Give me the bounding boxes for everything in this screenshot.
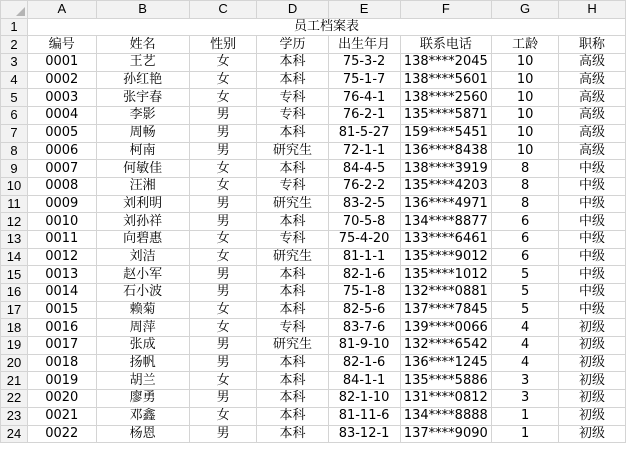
data-cell[interactable]: 张成 <box>96 337 189 355</box>
row-header[interactable]: 21 <box>1 372 28 390</box>
row-header[interactable]: 23 <box>1 407 28 425</box>
table-row <box>1 213 626 231</box>
data-cell[interactable]: 赵小军 <box>96 266 189 284</box>
data-cell[interactable]: 83-7-6 <box>328 319 400 337</box>
data-cell[interactable]: 张宇春 <box>96 89 189 107</box>
data-cell[interactable]: 研究生 <box>257 248 328 266</box>
data-cell[interactable]: 初级 <box>559 407 626 425</box>
table-row <box>1 284 626 302</box>
table-row <box>1 71 626 89</box>
data-cell[interactable]: 廖勇 <box>96 390 189 408</box>
data-cell[interactable]: 136****1245 <box>400 354 492 372</box>
data-cell[interactable]: 81-11-6 <box>328 407 400 425</box>
data-cell[interactable]: 133****6461 <box>400 230 492 248</box>
data-cell[interactable]: 本科 <box>257 354 328 372</box>
data-cell[interactable]: 初级 <box>559 425 626 443</box>
data-cell[interactable]: 本科 <box>257 160 328 178</box>
data-cell[interactable]: 专科 <box>257 319 328 337</box>
data-cell[interactable]: 137****9090 <box>400 425 492 443</box>
data-cell[interactable]: 高级 <box>559 71 626 89</box>
table-row <box>1 354 626 372</box>
data-cell[interactable]: 李影 <box>96 107 189 125</box>
data-cell[interactable]: 0015 <box>27 301 96 319</box>
row-header[interactable]: 4 <box>1 71 28 89</box>
data-cell[interactable]: 82-1-6 <box>328 266 400 284</box>
table-row <box>1 248 626 266</box>
row-header[interactable]: 19 <box>1 337 28 355</box>
data-cell[interactable]: 专科 <box>257 230 328 248</box>
data-cell[interactable]: 5 <box>492 266 559 284</box>
data-cell[interactable]: 1 <box>492 425 559 443</box>
table-row <box>1 89 626 107</box>
data-cell[interactable]: 0008 <box>27 177 96 195</box>
data-cell[interactable]: 10 <box>492 54 559 72</box>
data-cell[interactable]: 75-1-8 <box>328 284 400 302</box>
data-cell[interactable]: 138****5601 <box>400 71 492 89</box>
column-header-d[interactable]: D <box>257 1 328 19</box>
data-cell[interactable]: 本科 <box>257 407 328 425</box>
table-row <box>1 407 626 425</box>
column-header-a[interactable]: A <box>27 1 96 19</box>
table-row <box>1 425 626 443</box>
row-header[interactable]: 18 <box>1 319 28 337</box>
header-cell[interactable]: 工龄 <box>492 36 559 54</box>
data-cell[interactable]: 女 <box>189 301 257 319</box>
data-cell[interactable]: 136****4971 <box>400 195 492 213</box>
data-cell[interactable]: 高级 <box>559 107 626 125</box>
data-cell[interactable]: 专科 <box>257 89 328 107</box>
data-cell[interactable]: 本科 <box>257 266 328 284</box>
data-cell[interactable]: 初级 <box>559 372 626 390</box>
data-cell[interactable]: 女 <box>189 248 257 266</box>
data-cell[interactable]: 本科 <box>257 372 328 390</box>
column-header-c[interactable]: C <box>189 1 257 19</box>
data-cell[interactable]: 3 <box>492 372 559 390</box>
data-cell[interactable]: 刘孙祥 <box>96 213 189 231</box>
data-cell[interactable]: 周萍 <box>96 319 189 337</box>
table-row <box>1 230 626 248</box>
data-cell[interactable]: 8 <box>492 195 559 213</box>
row-header[interactable]: 20 <box>1 354 28 372</box>
data-cell[interactable]: 135****4203 <box>400 177 492 195</box>
column-header-e[interactable]: E <box>328 1 400 19</box>
row-header[interactable]: 22 <box>1 390 28 408</box>
row-header[interactable]: 10 <box>1 177 28 195</box>
data-cell[interactable]: 134****8877 <box>400 213 492 231</box>
table-row <box>1 372 626 390</box>
data-cell[interactable]: 柯南 <box>96 142 189 160</box>
data-cell[interactable]: 本科 <box>257 425 328 443</box>
data-cell[interactable]: 135****5871 <box>400 107 492 125</box>
data-cell[interactable]: 135****1012 <box>400 266 492 284</box>
data-cell[interactable]: 本科 <box>257 54 328 72</box>
data-cell[interactable]: 高级 <box>559 89 626 107</box>
data-cell[interactable]: 0005 <box>27 124 96 142</box>
data-cell[interactable]: 男 <box>189 337 257 355</box>
data-cell[interactable]: 周畅 <box>96 124 189 142</box>
table-row <box>1 54 626 72</box>
data-cell[interactable]: 6 <box>492 230 559 248</box>
row-header[interactable]: 9 <box>1 160 28 178</box>
data-cell[interactable]: 初级 <box>559 319 626 337</box>
data-cell[interactable]: 赖菊 <box>96 301 189 319</box>
data-cell[interactable]: 3 <box>492 390 559 408</box>
data-cell[interactable]: 10 <box>492 124 559 142</box>
data-cell[interactable]: 138****2045 <box>400 54 492 72</box>
data-cell[interactable]: 4 <box>492 354 559 372</box>
data-cell[interactable]: 中级 <box>559 160 626 178</box>
data-cell[interactable]: 82-1-10 <box>328 390 400 408</box>
data-cell[interactable]: 中级 <box>559 195 626 213</box>
data-cell[interactable]: 本科 <box>257 301 328 319</box>
data-cell[interactable]: 6 <box>492 248 559 266</box>
data-cell[interactable]: 135****9012 <box>400 248 492 266</box>
data-cell[interactable]: 75-3-2 <box>328 54 400 72</box>
data-cell[interactable]: 男 <box>189 195 257 213</box>
data-cell[interactable]: 8 <box>492 160 559 178</box>
data-cell[interactable]: 何敏佳 <box>96 160 189 178</box>
data-cell[interactable]: 高级 <box>559 124 626 142</box>
row-header[interactable]: 11 <box>1 195 28 213</box>
data-cell[interactable]: 10 <box>492 142 559 160</box>
data-cell[interactable]: 0016 <box>27 319 96 337</box>
data-cell[interactable]: 10 <box>492 71 559 89</box>
data-cell[interactable]: 139****0066 <box>400 319 492 337</box>
data-cell[interactable]: 136****8438 <box>400 142 492 160</box>
data-cell[interactable]: 0001 <box>27 54 96 72</box>
header-cell[interactable]: 学历 <box>257 36 328 54</box>
column-header-g[interactable]: G <box>492 1 559 19</box>
data-cell[interactable]: 0013 <box>27 266 96 284</box>
table-row <box>1 177 626 195</box>
title-row <box>1 18 626 36</box>
data-cell[interactable]: 0012 <box>27 248 96 266</box>
data-cell[interactable]: 男 <box>189 390 257 408</box>
data-cell[interactable]: 孙红艳 <box>96 71 189 89</box>
data-cell[interactable]: 汪湘 <box>96 177 189 195</box>
data-cell[interactable]: 研究生 <box>257 142 328 160</box>
row-header[interactable]: 13 <box>1 230 28 248</box>
data-cell[interactable]: 4 <box>492 319 559 337</box>
row-header[interactable]: 12 <box>1 213 28 231</box>
data-cell[interactable]: 76-4-1 <box>328 89 400 107</box>
sheet-title-cell[interactable]: 员工档案表 <box>27 18 625 36</box>
row-header[interactable]: 6 <box>1 107 28 125</box>
data-cell[interactable]: 男 <box>189 284 257 302</box>
data-cell[interactable]: 邓鑫 <box>96 407 189 425</box>
data-cell[interactable]: 高级 <box>559 142 626 160</box>
data-cell[interactable]: 81-5-27 <box>328 124 400 142</box>
row-header[interactable]: 5 <box>1 89 28 107</box>
data-cell[interactable]: 0017 <box>27 337 96 355</box>
table-row <box>1 195 626 213</box>
data-cell[interactable]: 81-9-10 <box>328 337 400 355</box>
data-cell[interactable]: 中级 <box>559 284 626 302</box>
table-row <box>1 301 626 319</box>
data-cell[interactable]: 女 <box>189 71 257 89</box>
data-cell[interactable]: 0010 <box>27 213 96 231</box>
data-cell[interactable]: 84-4-5 <box>328 160 400 178</box>
data-cell[interactable]: 女 <box>189 160 257 178</box>
data-cell[interactable]: 本科 <box>257 390 328 408</box>
data-cell[interactable]: 10 <box>492 89 559 107</box>
data-cell[interactable]: 研究生 <box>257 195 328 213</box>
data-cell[interactable]: 0003 <box>27 89 96 107</box>
data-cell[interactable]: 女 <box>189 372 257 390</box>
data-cell[interactable]: 胡兰 <box>96 372 189 390</box>
data-cell[interactable]: 中级 <box>559 248 626 266</box>
row-header[interactable]: 8 <box>1 142 28 160</box>
data-cell[interactable]: 本科 <box>257 71 328 89</box>
data-cell[interactable]: 0007 <box>27 160 96 178</box>
row-header[interactable]: 17 <box>1 301 28 319</box>
data-cell[interactable]: 女 <box>189 319 257 337</box>
table-row <box>1 337 626 355</box>
data-cell[interactable]: 石小波 <box>96 284 189 302</box>
row-header[interactable]: 7 <box>1 124 28 142</box>
data-cell[interactable]: 杨恩 <box>96 425 189 443</box>
sheet-body <box>1 18 626 443</box>
table-row <box>1 107 626 125</box>
row-header[interactable]: 14 <box>1 248 28 266</box>
header-cell[interactable]: 性别 <box>189 36 257 54</box>
data-cell[interactable]: 0002 <box>27 71 96 89</box>
table-row <box>1 160 626 178</box>
data-cell[interactable]: 5 <box>492 284 559 302</box>
data-cell[interactable]: 10 <box>492 107 559 125</box>
table-row <box>1 319 626 337</box>
data-cell[interactable]: 81-1-1 <box>328 248 400 266</box>
data-cell[interactable]: 中级 <box>559 301 626 319</box>
row-header[interactable]: 1 <box>1 18 28 36</box>
column-header-b[interactable]: B <box>96 1 189 19</box>
data-cell[interactable]: 131****0812 <box>400 390 492 408</box>
data-cell[interactable]: 中级 <box>559 177 626 195</box>
data-cell[interactable]: 专科 <box>257 107 328 125</box>
data-cell[interactable]: 刘利明 <box>96 195 189 213</box>
data-cell[interactable]: 83-12-1 <box>328 425 400 443</box>
data-cell[interactable]: 72-1-1 <box>328 142 400 160</box>
data-cell[interactable]: 男 <box>189 107 257 125</box>
header-cell[interactable]: 职称 <box>559 36 626 54</box>
data-cell[interactable]: 0006 <box>27 142 96 160</box>
data-cell[interactable]: 8 <box>492 177 559 195</box>
data-cell[interactable]: 男 <box>189 124 257 142</box>
data-cell[interactable]: 132****0881 <box>400 284 492 302</box>
row-header[interactable]: 3 <box>1 54 28 72</box>
data-cell[interactable]: 女 <box>189 230 257 248</box>
table-row <box>1 390 626 408</box>
data-cell[interactable]: 女 <box>189 177 257 195</box>
data-cell[interactable]: 6 <box>492 213 559 231</box>
data-cell[interactable]: 0021 <box>27 407 96 425</box>
data-cell[interactable]: 初级 <box>559 354 626 372</box>
data-cell[interactable]: 扬帆 <box>96 354 189 372</box>
header-cell[interactable]: 姓名 <box>96 36 189 54</box>
data-cell[interactable]: 5 <box>492 301 559 319</box>
data-cell[interactable]: 0011 <box>27 230 96 248</box>
data-cell[interactable]: 0004 <box>27 107 96 125</box>
data-cell[interactable]: 王艺 <box>96 54 189 72</box>
data-cell[interactable]: 0020 <box>27 390 96 408</box>
data-cell[interactable]: 76-2-1 <box>328 107 400 125</box>
select-all-corner[interactable] <box>1 1 28 19</box>
column-header-row <box>1 1 626 19</box>
data-cell[interactable]: 75-1-7 <box>328 71 400 89</box>
data-cell[interactable]: 男 <box>189 266 257 284</box>
table-row <box>1 266 626 284</box>
data-cell[interactable]: 82-1-6 <box>328 354 400 372</box>
data-cell[interactable]: 137****7845 <box>400 301 492 319</box>
row-header[interactable]: 2 <box>1 36 28 54</box>
data-cell[interactable]: 82-5-6 <box>328 301 400 319</box>
column-header-f[interactable]: F <box>400 1 492 19</box>
data-cell[interactable]: 高级 <box>559 54 626 72</box>
data-cell[interactable]: 中级 <box>559 230 626 248</box>
data-cell[interactable]: 男 <box>189 142 257 160</box>
data-cell[interactable]: 本科 <box>257 124 328 142</box>
data-cell[interactable]: 女 <box>189 89 257 107</box>
data-cell[interactable]: 0018 <box>27 354 96 372</box>
data-cell[interactable]: 专科 <box>257 177 328 195</box>
data-cell[interactable]: 中级 <box>559 266 626 284</box>
data-cell[interactable]: 0022 <box>27 425 96 443</box>
data-cell[interactable]: 134****8888 <box>400 407 492 425</box>
data-cell[interactable]: 132****6542 <box>400 337 492 355</box>
data-cell[interactable]: 84-1-1 <box>328 372 400 390</box>
data-cell[interactable]: 初级 <box>559 337 626 355</box>
data-cell[interactable]: 本科 <box>257 213 328 231</box>
data-cell[interactable]: 4 <box>492 337 559 355</box>
data-cell[interactable]: 138****2560 <box>400 89 492 107</box>
data-cell[interactable]: 初级 <box>559 390 626 408</box>
column-header-h[interactable]: H <box>559 1 626 19</box>
header-cell[interactable]: 出生年月 <box>328 36 400 54</box>
data-cell[interactable]: 138****3919 <box>400 160 492 178</box>
data-cell[interactable]: 0019 <box>27 372 96 390</box>
data-cell[interactable]: 女 <box>189 54 257 72</box>
data-cell[interactable]: 76-2-2 <box>328 177 400 195</box>
data-cell[interactable]: 研究生 <box>257 337 328 355</box>
table-header-row <box>1 36 626 54</box>
row-header[interactable]: 24 <box>1 425 28 443</box>
table-row <box>1 142 626 160</box>
data-cell[interactable]: 男 <box>189 425 257 443</box>
data-cell[interactable]: 75-4-20 <box>328 230 400 248</box>
data-cell[interactable]: 1 <box>492 407 559 425</box>
header-cell[interactable]: 联系电话 <box>400 36 492 54</box>
table-row <box>1 124 626 142</box>
data-cell[interactable]: 70-5-8 <box>328 213 400 231</box>
data-cell[interactable]: 本科 <box>257 284 328 302</box>
header-cell[interactable]: 编号 <box>27 36 96 54</box>
data-cell[interactable]: 男 <box>189 213 257 231</box>
data-cell[interactable]: 159****5451 <box>400 124 492 142</box>
data-cell[interactable]: 135****5886 <box>400 372 492 390</box>
data-cell[interactable]: 向碧惠 <box>96 230 189 248</box>
data-cell[interactable]: 0014 <box>27 284 96 302</box>
row-header[interactable]: 16 <box>1 284 28 302</box>
data-cell[interactable]: 0009 <box>27 195 96 213</box>
row-header[interactable]: 15 <box>1 266 28 284</box>
data-cell[interactable]: 刘洁 <box>96 248 189 266</box>
data-cell[interactable]: 女 <box>189 407 257 425</box>
data-cell[interactable]: 中级 <box>559 213 626 231</box>
data-cell[interactable]: 男 <box>189 354 257 372</box>
data-cell[interactable]: 83-2-5 <box>328 195 400 213</box>
